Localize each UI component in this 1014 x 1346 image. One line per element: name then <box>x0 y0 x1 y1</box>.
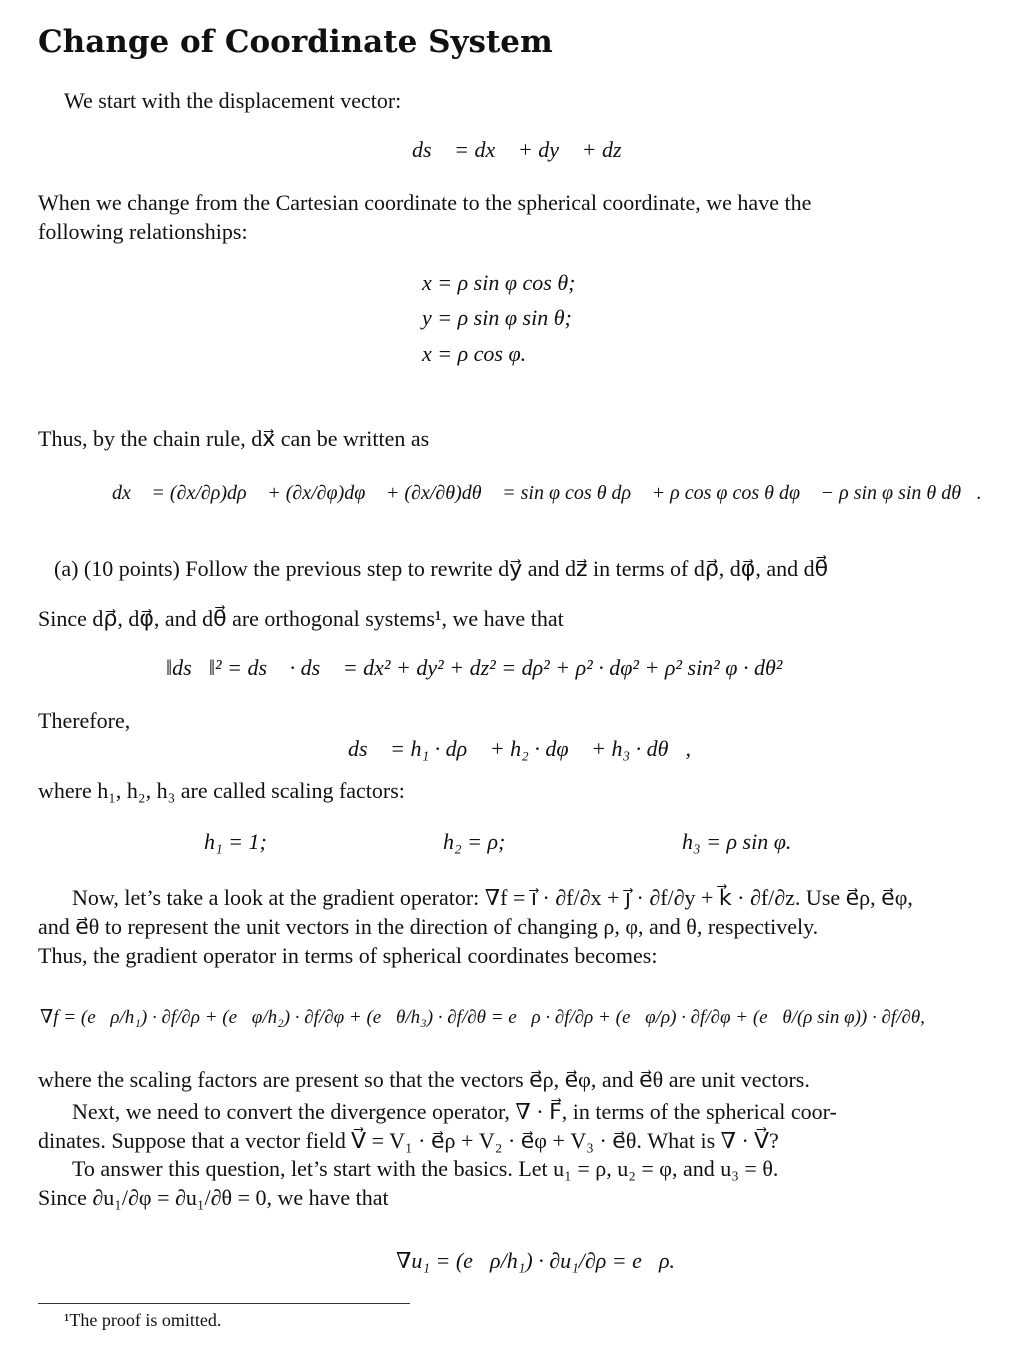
paragraph-basics-line2: Since ∂u₁/∂φ = ∂u₁/∂θ = 0, we have that <box>38 1185 389 1210</box>
equation-displacement: ds⃗ = dx⃗ + dy⃗ + dz⃗ <box>412 137 639 162</box>
page-title: Change of Coordinate System <box>38 24 553 60</box>
paragraph-gradient-line3: Thus, the gradient operator in terms of spherical coordinates becomes: <box>38 943 658 968</box>
equation-grad-u1: ∇u₁ = (e⃗ρ/h₁) · ∂u₁/∂ρ = e⃗ρ. <box>396 1248 676 1273</box>
paragraph-intro: We start with the displacement vector: <box>64 88 402 113</box>
paragraph-divergence-line1: Next, we need to convert the divergence operator, ∇ · F⃗, in terms of the spherical coor- <box>72 1099 837 1124</box>
paragraph-unit-vectors: where the scaling factors are present so that the vectors e⃗ρ, e⃗φ, and e⃗θ are unit vectors. <box>38 1067 810 1092</box>
paragraph-gradient-line1: Now, let’s take a look at the gradient operator: ∇f = i⃗ · ∂f/∂x + j⃗ · ∂f/∂y + k⃗ · ∂f/∂z. Use e⃗ρ, e⃗φ, <box>72 885 913 910</box>
paragraph-orthogonal: Since dρ⃗, dφ⃗, and dθ⃗ are orthogonal systems¹, we have that <box>38 606 564 631</box>
paragraph-chain-rule: Thus, by the chain rule, dx⃗ can be written as <box>38 426 430 451</box>
paragraph-change-line2: following relationships: <box>38 219 248 244</box>
footnote-divider <box>38 1303 410 1304</box>
equation-norm: ‖ds⃗‖² = ds⃗ · ds⃗ = dx² + dy² + dz² = dρ² + ρ² · dφ² + ρ² sin² φ · dθ² <box>166 655 783 680</box>
paragraph-scaling-factors: where h₁, h₂, h₃ are called scaling factors: <box>38 778 405 803</box>
equation-scaling: ds⃗ = h₁ · dρ⃗ + h₂ · dφ⃗ + h₃ · dθ⃗, <box>348 736 692 761</box>
scaling-factor-h3: h₃ = ρ sin φ. <box>682 829 792 854</box>
equation-gradient: ∇f = (e⃗ρ/h₁) · ∂f/∂ρ + (e⃗φ/h₂) · ∂f/∂φ + (e⃗θ/h₃) · ∂f/∂θ = e⃗ρ · ∂f/∂ρ + (e⃗φ/ρ) · ∂f/∂φ + (e⃗θ/(ρ sin φ)) · ∂f/∂θ, <box>40 1007 925 1028</box>
scaling-factor-h1: h₁ = 1; <box>204 829 267 854</box>
scaling-factor-h2: h₂ = ρ; <box>443 829 506 854</box>
paragraph-gradient-line2: and e⃗θ to represent the unit vectors in the direction of changing ρ, φ, and θ, respectively. <box>38 914 819 939</box>
equation-system-row: x = ρ sin φ cos θ; <box>422 270 576 295</box>
paragraph-divergence-line2: dinates. Suppose that a vector field V⃗ = V₁ · e⃗ρ + V₂ · e⃗φ + V₃ · e⃗θ. What is ∇ · V⃗? <box>38 1128 779 1153</box>
paragraph-basics-line1: To answer this question, let’s start with the basics. Let u₁ = ρ, u₂ = φ, and u₃ = θ. <box>72 1156 779 1181</box>
question-part-a: (a) (10 points) Follow the previous step to rewrite dy⃗ and dz⃗ in terms of dρ⃗, dφ⃗, and dθ⃗ <box>54 556 829 581</box>
equation-system-row: y = ρ sin φ sin θ; <box>422 305 572 330</box>
equation-system-row: x = ρ cos φ. <box>422 341 527 366</box>
paragraph-therefore: Therefore, <box>38 708 131 733</box>
footnote: ¹The proof is omitted. <box>64 1310 222 1330</box>
equation-chain-rule: dx⃗ = (∂x/∂ρ)dρ⃗ + (∂x/∂φ)dφ⃗ + (∂x/∂θ)dθ⃗ = sin φ cos θ dρ⃗ + ρ cos φ cos θ dφ⃗ − ρ sin φ sin θ dθ⃗. <box>112 482 982 504</box>
paragraph-change-line1: When we change from the Cartesian coordinate to the spherical coordinate, we have the <box>38 190 812 215</box>
